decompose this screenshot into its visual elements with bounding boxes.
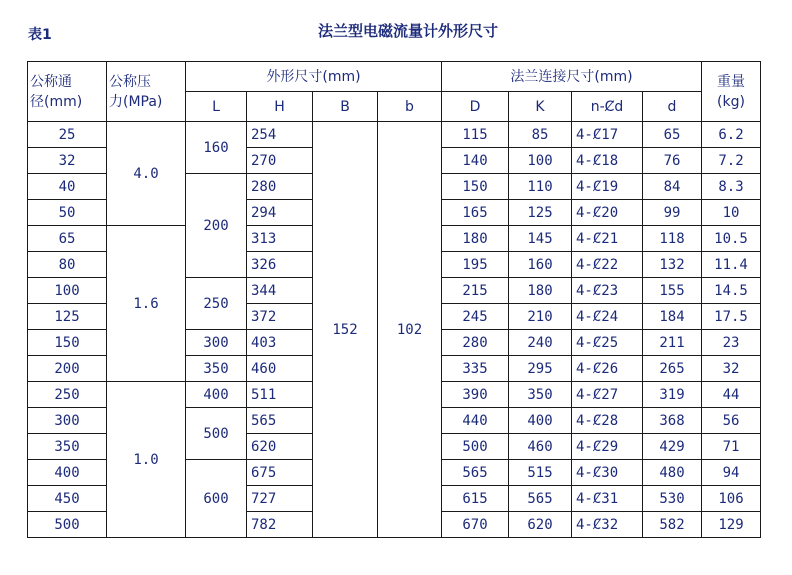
cell-K: 85 [509,122,572,148]
cell-H: 344 [247,278,313,304]
cell-H: 254 [247,122,313,148]
cell-dn: 150 [28,330,107,356]
cell-ncd: 4-Ȼ30 [572,460,643,486]
cell-ncd: 4-Ȼ27 [572,382,643,408]
cell-L: 300 [186,330,247,356]
cell-D: 215 [442,278,509,304]
cell-dn: 65 [28,226,107,252]
cell-d: 480 [643,460,702,486]
header-K: K [509,92,572,122]
cell-D: 150 [442,174,509,200]
cell-D: 390 [442,382,509,408]
cell-ncd: 4-Ȼ21 [572,226,643,252]
cell-K: 350 [509,382,572,408]
cell-weight: 17.5 [702,304,761,330]
cell-K: 160 [509,252,572,278]
header-b: b [378,92,442,122]
cell-weight: 6.2 [702,122,761,148]
cell-H: 727 [247,486,313,512]
cell-K: 100 [509,148,572,174]
cell-H: 460 [247,356,313,382]
cell-ncd: 4-Ȼ17 [572,122,643,148]
cell-d: 118 [643,226,702,252]
cell-weight: 11.4 [702,252,761,278]
cell-d: 184 [643,304,702,330]
cell-d: 429 [643,434,702,460]
cell-H: 294 [247,200,313,226]
cell-weight: 10 [702,200,761,226]
cell-b: 102 [378,122,442,538]
cell-dn: 100 [28,278,107,304]
cell-H: 270 [247,148,313,174]
cell-weight: 7.2 [702,148,761,174]
cell-ncd: 4-Ȼ22 [572,252,643,278]
cell-K: 515 [509,460,572,486]
cell-d: 368 [643,408,702,434]
cell-K: 400 [509,408,572,434]
cell-d: 65 [643,122,702,148]
cell-d: 582 [643,512,702,538]
cell-H: 326 [247,252,313,278]
cell-D: 140 [442,148,509,174]
cell-weight: 71 [702,434,761,460]
cell-pressure: 1.6 [107,226,186,382]
page-title: 法兰型电磁流量计外形尺寸 [318,22,499,40]
header-flange-dimensions: 法兰连接尺寸(mm) [442,62,702,92]
header-D: D [442,92,509,122]
cell-H: 620 [247,434,313,460]
header-outer-dimensions: 外形尺寸(mm) [186,62,442,92]
cell-ncd: 4-Ȼ23 [572,278,643,304]
cell-d: 530 [643,486,702,512]
cell-H: 280 [247,174,313,200]
cell-weight: 94 [702,460,761,486]
cell-L: 350 [186,356,247,382]
cell-ncd: 4-Ȼ24 [572,304,643,330]
cell-ncd: 4-Ȼ29 [572,434,643,460]
cell-weight: 32 [702,356,761,382]
table-row [28,122,761,148]
header-n-cd: n-Ȼd [572,92,643,122]
cell-d: 265 [643,356,702,382]
cell-pressure: 4.0 [107,122,186,226]
cell-ncd: 4-Ȼ20 [572,200,643,226]
cell-B: 152 [313,122,378,538]
cell-ncd: 4-Ȼ18 [572,148,643,174]
cell-H: 565 [247,408,313,434]
cell-D: 500 [442,434,509,460]
cell-dn: 450 [28,486,107,512]
table-label: 表1 [28,27,52,43]
cell-dn: 200 [28,356,107,382]
dimensions-table [27,61,761,538]
header-H: H [247,92,313,122]
cell-L: 400 [186,382,247,408]
cell-D: 670 [442,512,509,538]
cell-K: 110 [509,174,572,200]
cell-K: 125 [509,200,572,226]
cell-dn: 80 [28,252,107,278]
cell-dn: 250 [28,382,107,408]
cell-ncd: 4-Ȼ28 [572,408,643,434]
cell-H: 675 [247,460,313,486]
cell-weight: 56 [702,408,761,434]
cell-D: 115 [442,122,509,148]
cell-L: 600 [186,460,247,538]
cell-H: 782 [247,512,313,538]
cell-L: 500 [186,408,247,460]
cell-ncd: 4-Ȼ26 [572,356,643,382]
cell-dn: 125 [28,304,107,330]
cell-d: 84 [643,174,702,200]
cell-ncd: 4-Ȼ25 [572,330,643,356]
cell-dn: 350 [28,434,107,460]
cell-dn: 400 [28,460,107,486]
cell-weight: 129 [702,512,761,538]
cell-H: 372 [247,304,313,330]
cell-D: 565 [442,460,509,486]
cell-D: 195 [442,252,509,278]
cell-d: 155 [643,278,702,304]
cell-K: 240 [509,330,572,356]
header-B: B [313,92,378,122]
cell-L: 160 [186,122,247,174]
cell-ncd: 4-Ȼ31 [572,486,643,512]
cell-d: 132 [643,252,702,278]
header-L: L [186,92,247,122]
cell-D: 280 [442,330,509,356]
cell-d: 99 [643,200,702,226]
cell-ncd: 4-Ȼ19 [572,174,643,200]
cell-d: 211 [643,330,702,356]
cell-L: 250 [186,278,247,330]
cell-D: 335 [442,356,509,382]
cell-dn: 50 [28,200,107,226]
cell-pressure: 1.0 [107,382,186,538]
cell-H: 403 [247,330,313,356]
cell-dn: 32 [28,148,107,174]
cell-ncd: 4-Ȼ32 [572,512,643,538]
cell-weight: 10.5 [702,226,761,252]
cell-weight: 44 [702,382,761,408]
cell-d: 319 [643,382,702,408]
cell-K: 565 [509,486,572,512]
cell-D: 615 [442,486,509,512]
cell-H: 313 [247,226,313,252]
cell-D: 440 [442,408,509,434]
cell-weight: 23 [702,330,761,356]
cell-dn: 25 [28,122,107,148]
cell-D: 180 [442,226,509,252]
cell-weight: 8.3 [702,174,761,200]
cell-dn: 300 [28,408,107,434]
cell-K: 210 [509,304,572,330]
cell-weight: 14.5 [702,278,761,304]
cell-K: 620 [509,512,572,538]
cell-K: 295 [509,356,572,382]
cell-d: 76 [643,148,702,174]
cell-K: 145 [509,226,572,252]
header-nominal-diameter: 公称通 径(mm) [28,62,107,122]
cell-weight: 106 [702,486,761,512]
cell-K: 460 [509,434,572,460]
header-nominal-pressure: 公称压 力(MPa) [107,62,186,122]
header-d: d [643,92,702,122]
cell-D: 165 [442,200,509,226]
cell-D: 245 [442,304,509,330]
header-weight: 重量 (kg) [702,62,761,122]
cell-H: 511 [247,382,313,408]
cell-L: 200 [186,174,247,278]
cell-dn: 500 [28,512,107,538]
cell-dn: 40 [28,174,107,200]
cell-K: 180 [509,278,572,304]
